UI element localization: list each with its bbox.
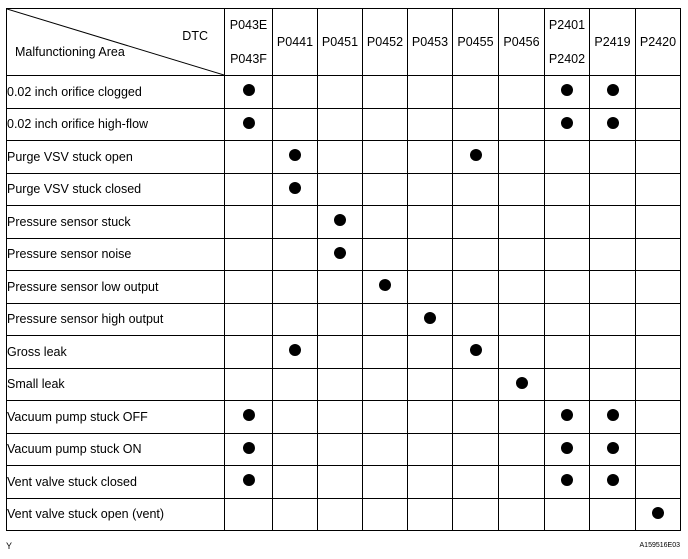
applicable-dot-icon — [516, 377, 528, 389]
applicable-dot-icon — [607, 442, 619, 454]
matrix-cell — [636, 336, 681, 369]
malfunction-area-cell: 0.02 inch orifice clogged — [7, 76, 225, 109]
table-row — [7, 368, 681, 401]
table-row — [7, 76, 681, 109]
matrix-cell — [545, 336, 590, 369]
applicable-dot-icon — [561, 442, 573, 454]
matrix-cell — [636, 368, 681, 401]
footer-left-mark: Y — [6, 541, 13, 551]
matrix-cell — [499, 76, 545, 109]
table-row — [7, 271, 681, 304]
matrix-cell — [318, 433, 363, 466]
matrix-cell — [273, 108, 318, 141]
matrix-cell — [590, 433, 636, 466]
matrix-cell — [590, 206, 636, 239]
matrix-cell — [590, 76, 636, 109]
table-row — [7, 108, 681, 141]
matrix-cell — [545, 173, 590, 206]
applicable-dot-icon — [652, 507, 664, 519]
matrix-cell — [318, 173, 363, 206]
matrix-cell — [636, 433, 681, 466]
matrix-cell — [225, 108, 273, 141]
matrix-cell — [453, 238, 499, 271]
matrix-cell — [363, 401, 408, 434]
malfunction-area-cell: Vacuum pump stuck ON — [7, 433, 225, 466]
matrix-cell — [318, 368, 363, 401]
matrix-cell — [545, 466, 590, 499]
matrix-cell — [363, 108, 408, 141]
matrix-cell — [273, 238, 318, 271]
applicable-dot-icon — [470, 149, 482, 161]
matrix-cell — [590, 108, 636, 141]
applicable-dot-icon — [561, 474, 573, 486]
table-row — [7, 401, 681, 434]
matrix-cell — [363, 206, 408, 239]
dtc-column-header — [225, 9, 273, 76]
matrix-cell — [363, 498, 408, 531]
malfunction-area-cell: Pressure sensor stuck — [7, 206, 225, 239]
matrix-cell — [453, 498, 499, 531]
malfunction-area-cell: Pressure sensor high output — [7, 303, 225, 336]
matrix-cell — [499, 206, 545, 239]
matrix-cell — [363, 336, 408, 369]
matrix-cell — [273, 303, 318, 336]
malfunction-area-cell: Vacuum pump stuck OFF — [7, 401, 225, 434]
matrix-cell — [590, 141, 636, 174]
matrix-cell — [225, 498, 273, 531]
matrix-cell — [499, 238, 545, 271]
matrix-cell — [408, 401, 453, 434]
malfunction-area-cell: Purge VSV stuck closed — [7, 173, 225, 206]
matrix-cell — [408, 141, 453, 174]
applicable-dot-icon — [379, 279, 391, 291]
matrix-cell — [636, 271, 681, 304]
matrix-cell — [636, 303, 681, 336]
matrix-cell — [545, 108, 590, 141]
matrix-cell — [453, 466, 499, 499]
malfunction-area-cell: Pressure sensor noise — [7, 238, 225, 271]
malfunction-area-cell: Pressure sensor low output — [7, 271, 225, 304]
applicable-dot-icon — [334, 214, 346, 226]
malfunction-area-cell: Gross leak — [7, 336, 225, 369]
matrix-cell — [545, 303, 590, 336]
matrix-cell — [273, 76, 318, 109]
matrix-cell — [590, 466, 636, 499]
matrix-cell — [318, 206, 363, 239]
matrix-cell — [453, 401, 499, 434]
applicable-dot-icon — [243, 84, 255, 96]
table-row — [7, 238, 681, 271]
applicable-dot-icon — [289, 344, 301, 356]
matrix-cell — [636, 108, 681, 141]
dtc-code: P0453 — [411, 35, 449, 49]
matrix-cell — [363, 368, 408, 401]
matrix-cell — [636, 466, 681, 499]
matrix-cell — [363, 76, 408, 109]
matrix-cell — [545, 271, 590, 304]
applicable-dot-icon — [607, 84, 619, 96]
matrix-cell — [636, 401, 681, 434]
matrix-cell — [318, 238, 363, 271]
matrix-cell — [545, 401, 590, 434]
matrix-cell — [590, 271, 636, 304]
table-row — [7, 433, 681, 466]
matrix-cell — [499, 466, 545, 499]
dtc-code: P2401 — [548, 18, 586, 32]
matrix-cell — [225, 238, 273, 271]
matrix-cell — [318, 141, 363, 174]
matrix-cell — [273, 433, 318, 466]
matrix-cell — [408, 76, 453, 109]
applicable-dot-icon — [243, 474, 255, 486]
matrix-cell — [499, 303, 545, 336]
applicable-dot-icon — [470, 344, 482, 356]
figure-id: A159516E03 — [639, 542, 680, 549]
matrix-cell — [453, 303, 499, 336]
dtc-column-header — [363, 9, 408, 76]
malfunction-area-cell: 0.02 inch orifice high-flow — [7, 108, 225, 141]
dtc-column-header — [636, 9, 681, 76]
table-row — [7, 141, 681, 174]
matrix-cell — [318, 498, 363, 531]
applicable-dot-icon — [289, 182, 301, 194]
matrix-cell — [453, 76, 499, 109]
dtc-code: P0451 — [321, 35, 359, 49]
dtc-column-header — [273, 9, 318, 76]
matrix-cell — [318, 303, 363, 336]
table-row — [7, 303, 681, 336]
dtc-column-header — [453, 9, 499, 76]
dtc-code: P0452 — [366, 35, 404, 49]
matrix-cell — [636, 238, 681, 271]
matrix-cell — [499, 108, 545, 141]
table-row — [7, 466, 681, 499]
matrix-cell — [408, 173, 453, 206]
matrix-cell — [318, 466, 363, 499]
matrix-cell — [453, 108, 499, 141]
applicable-dot-icon — [561, 84, 573, 96]
matrix-cell — [408, 433, 453, 466]
matrix-cell — [273, 173, 318, 206]
matrix-cell — [590, 401, 636, 434]
matrix-cell — [225, 76, 273, 109]
dtc-column-header — [545, 9, 590, 76]
matrix-cell — [499, 401, 545, 434]
applicable-dot-icon — [607, 474, 619, 486]
applicable-dot-icon — [289, 149, 301, 161]
dtc-column-header — [499, 9, 545, 76]
matrix-cell — [225, 271, 273, 304]
matrix-cell — [408, 303, 453, 336]
dtc-code: P043E — [229, 18, 268, 32]
matrix-cell — [225, 368, 273, 401]
table-row — [7, 206, 681, 239]
matrix-cell — [453, 173, 499, 206]
malfunctioning-area-label: Malfunctioning Area — [15, 45, 125, 59]
applicable-dot-icon — [607, 409, 619, 421]
malfunction-area-cell: Purge VSV stuck open — [7, 141, 225, 174]
matrix-cell — [318, 336, 363, 369]
matrix-cell — [590, 498, 636, 531]
applicable-dot-icon — [561, 117, 573, 129]
matrix-cell — [273, 368, 318, 401]
matrix-cell — [318, 401, 363, 434]
matrix-cell — [499, 368, 545, 401]
matrix-cell — [545, 206, 590, 239]
header-corner-cell — [7, 9, 225, 76]
dtc-code: P0441 — [276, 35, 314, 49]
matrix-cell — [408, 466, 453, 499]
dtc-code: P2420 — [639, 35, 677, 49]
matrix-cell — [499, 498, 545, 531]
matrix-cell — [453, 141, 499, 174]
applicable-dot-icon — [561, 409, 573, 421]
matrix-cell — [499, 271, 545, 304]
applicable-dot-icon — [243, 409, 255, 421]
matrix-cell — [363, 466, 408, 499]
matrix-cell — [363, 303, 408, 336]
matrix-cell — [545, 141, 590, 174]
dtc-code: P0456 — [503, 35, 540, 49]
dtc-column-header — [590, 9, 636, 76]
matrix-cell — [225, 206, 273, 239]
table-row — [7, 336, 681, 369]
dtc-code: P2402 — [548, 52, 586, 66]
matrix-cell — [636, 498, 681, 531]
dtc-code: P2419 — [594, 35, 631, 49]
matrix-cell — [363, 433, 408, 466]
applicable-dot-icon — [243, 117, 255, 129]
matrix-cell — [590, 368, 636, 401]
matrix-cell — [225, 173, 273, 206]
matrix-cell — [273, 271, 318, 304]
matrix-cell — [545, 238, 590, 271]
matrix-cell — [273, 141, 318, 174]
dtc-matrix-table — [6, 8, 681, 531]
matrix-cell — [363, 173, 408, 206]
matrix-cell — [545, 498, 590, 531]
matrix-cell — [225, 336, 273, 369]
applicable-dot-icon — [334, 247, 346, 259]
matrix-cell — [408, 336, 453, 369]
matrix-cell — [636, 173, 681, 206]
applicable-dot-icon — [424, 312, 436, 324]
matrix-cell — [453, 206, 499, 239]
matrix-cell — [590, 303, 636, 336]
matrix-cell — [545, 433, 590, 466]
matrix-cell — [318, 108, 363, 141]
matrix-cell — [590, 336, 636, 369]
matrix-cell — [453, 271, 499, 304]
matrix-cell — [225, 141, 273, 174]
dtc-column-header — [318, 9, 363, 76]
matrix-cell — [225, 401, 273, 434]
malfunction-area-cell: Vent valve stuck closed — [7, 466, 225, 499]
matrix-cell — [499, 336, 545, 369]
matrix-cell — [363, 271, 408, 304]
matrix-cell — [590, 173, 636, 206]
matrix-cell — [225, 433, 273, 466]
malfunction-area-cell: Vent valve stuck open (vent) — [7, 498, 225, 531]
matrix-cell — [273, 206, 318, 239]
applicable-dot-icon — [243, 442, 255, 454]
matrix-cell — [590, 238, 636, 271]
matrix-cell — [225, 466, 273, 499]
matrix-cell — [408, 206, 453, 239]
matrix-cell — [453, 368, 499, 401]
dtc-label: DTC — [182, 29, 208, 43]
matrix-cell — [408, 498, 453, 531]
header-row — [7, 9, 681, 76]
matrix-cell — [408, 108, 453, 141]
matrix-cell — [499, 141, 545, 174]
matrix-cell — [453, 336, 499, 369]
matrix-cell — [273, 498, 318, 531]
matrix-cell — [545, 76, 590, 109]
matrix-cell — [408, 238, 453, 271]
matrix-cell — [273, 401, 318, 434]
matrix-cell — [318, 271, 363, 304]
matrix-cell — [636, 76, 681, 109]
table-body — [7, 76, 681, 531]
matrix-cell — [273, 466, 318, 499]
malfunction-area-cell: Small leak — [7, 368, 225, 401]
matrix-cell — [363, 141, 408, 174]
matrix-cell — [273, 336, 318, 369]
dtc-code: P043F — [230, 52, 267, 66]
matrix-cell — [408, 368, 453, 401]
matrix-cell — [453, 433, 499, 466]
matrix-cell — [318, 76, 363, 109]
dtc-code: P0455 — [457, 35, 494, 49]
table-row — [7, 498, 681, 531]
matrix-cell — [499, 433, 545, 466]
applicable-dot-icon — [607, 117, 619, 129]
matrix-cell — [363, 238, 408, 271]
dtc-column-header — [408, 9, 453, 76]
matrix-cell — [408, 271, 453, 304]
matrix-cell — [636, 141, 681, 174]
matrix-cell — [225, 303, 273, 336]
matrix-cell — [499, 173, 545, 206]
matrix-cell — [636, 206, 681, 239]
matrix-cell — [545, 368, 590, 401]
table-row — [7, 173, 681, 206]
